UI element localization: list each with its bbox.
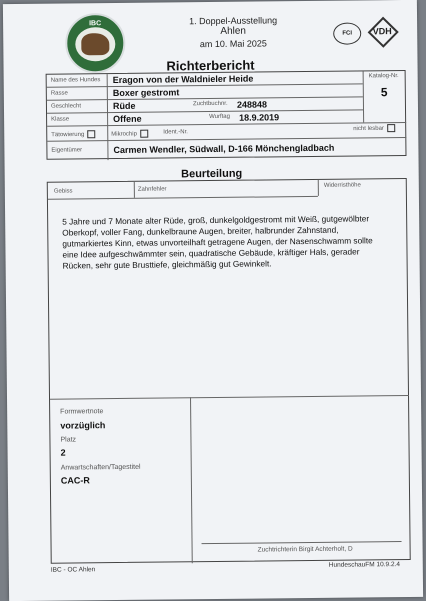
grade-label: Formwertnote xyxy=(60,408,104,416)
assessment-line: Oberkopf, voller Fang, dunkelbraune Augen, breiter, halbrunder Zahnstand, xyxy=(62,224,339,238)
report-sheet xyxy=(3,0,423,601)
class-value: Offene xyxy=(113,113,142,125)
breed-label: Rasse xyxy=(50,90,68,97)
assessment-box xyxy=(47,178,411,564)
place-label: Platz xyxy=(60,436,77,444)
dog-name: Eragon von der Waldnieler Heide xyxy=(112,73,254,86)
breed-value: Boxer gestromt xyxy=(112,87,180,99)
vdh-logo-icon xyxy=(365,20,399,42)
not-readable-checkbox[interactable] xyxy=(387,124,395,132)
sex-label: Geschlecht xyxy=(50,103,82,110)
dog-info-box xyxy=(46,70,407,160)
assessment-line: gutmarkiertes Kinn, etwas unvorteilhaft getragene Augen, der Nasenschwamm sollte xyxy=(62,235,373,249)
not-readable-label: nicht lesbar xyxy=(353,125,384,133)
fci-logo-icon: FCI xyxy=(333,22,361,44)
assessment-title: Beurteilung xyxy=(181,167,243,181)
tattoo-field xyxy=(51,130,95,138)
title-value: CAC-R xyxy=(60,475,90,486)
dog-head-icon xyxy=(81,33,109,55)
birth-label: Wurftag xyxy=(209,113,231,121)
ident-label: Ident.-Nr. xyxy=(163,129,188,136)
owner-value: Carmen Wendler, Südwall, D-166 Mönchengladbach xyxy=(113,142,335,156)
judge-label: Zuchtrichterin Birgit Achterholt, D xyxy=(257,545,353,554)
microchip-field xyxy=(111,130,148,138)
microchip-label: Mikrochip xyxy=(111,131,137,138)
catalog-number: 5 xyxy=(380,85,388,100)
sex-value: Rüde xyxy=(112,100,136,112)
club-logo-text: IBC xyxy=(89,20,102,28)
event-line1: 1. Doppel-Ausstellung xyxy=(188,15,278,27)
class-label: Klasse xyxy=(51,116,70,123)
teeth-label: Gebiss xyxy=(53,188,73,195)
withers-label: Widerristhöhe xyxy=(323,182,361,189)
assessment-line: Rücken, sehr gute Brusttiefe, gleichmäßig gut Gewinkelt. xyxy=(62,258,272,271)
missing-teeth-label: Zahnfehler xyxy=(137,186,167,193)
studbook-label: Zuchtbuchnr. xyxy=(192,100,228,108)
grade-value: vorzüglich xyxy=(60,420,106,431)
birth-value: 18.9.2019 xyxy=(239,112,280,123)
report-title: Richterbericht xyxy=(166,57,255,74)
studbook-value: 248848 xyxy=(236,99,268,110)
event-header xyxy=(143,15,323,50)
assessment-line: 5 Jahre und 7 Monate alter Rüde, groß, dunkelgoldgestromt mit Weiß, gutgewölbter xyxy=(62,213,370,227)
assessment-line: eine Idee aufgeschwämmter sein, quadratische Gebäude, kräftiger Hals, gerader xyxy=(62,246,360,260)
vdh-logo-text: VDH xyxy=(372,26,392,37)
assessment-text xyxy=(62,213,403,272)
footer-right: HundeschauFM 10.9.2.4 xyxy=(328,561,400,569)
title-label: Anwartschaften/Tagestitel xyxy=(60,463,141,472)
event-date: am 10. Mai 2025 xyxy=(199,38,267,50)
catalog-label: Katalog-Nr. xyxy=(368,73,399,80)
not-readable-field xyxy=(353,124,395,132)
tattoo-label: Tätowierung xyxy=(51,131,85,139)
event-line2: Ahlen xyxy=(220,25,247,37)
name-label: Name des Hundes xyxy=(50,77,101,84)
footer-left: IBC - OC Ahlen xyxy=(50,566,96,574)
owner-label: Eigentümer xyxy=(51,147,83,154)
tattoo-checkbox[interactable] xyxy=(87,130,95,138)
microchip-checkbox[interactable] xyxy=(140,130,148,138)
place-value: 2 xyxy=(60,447,66,458)
